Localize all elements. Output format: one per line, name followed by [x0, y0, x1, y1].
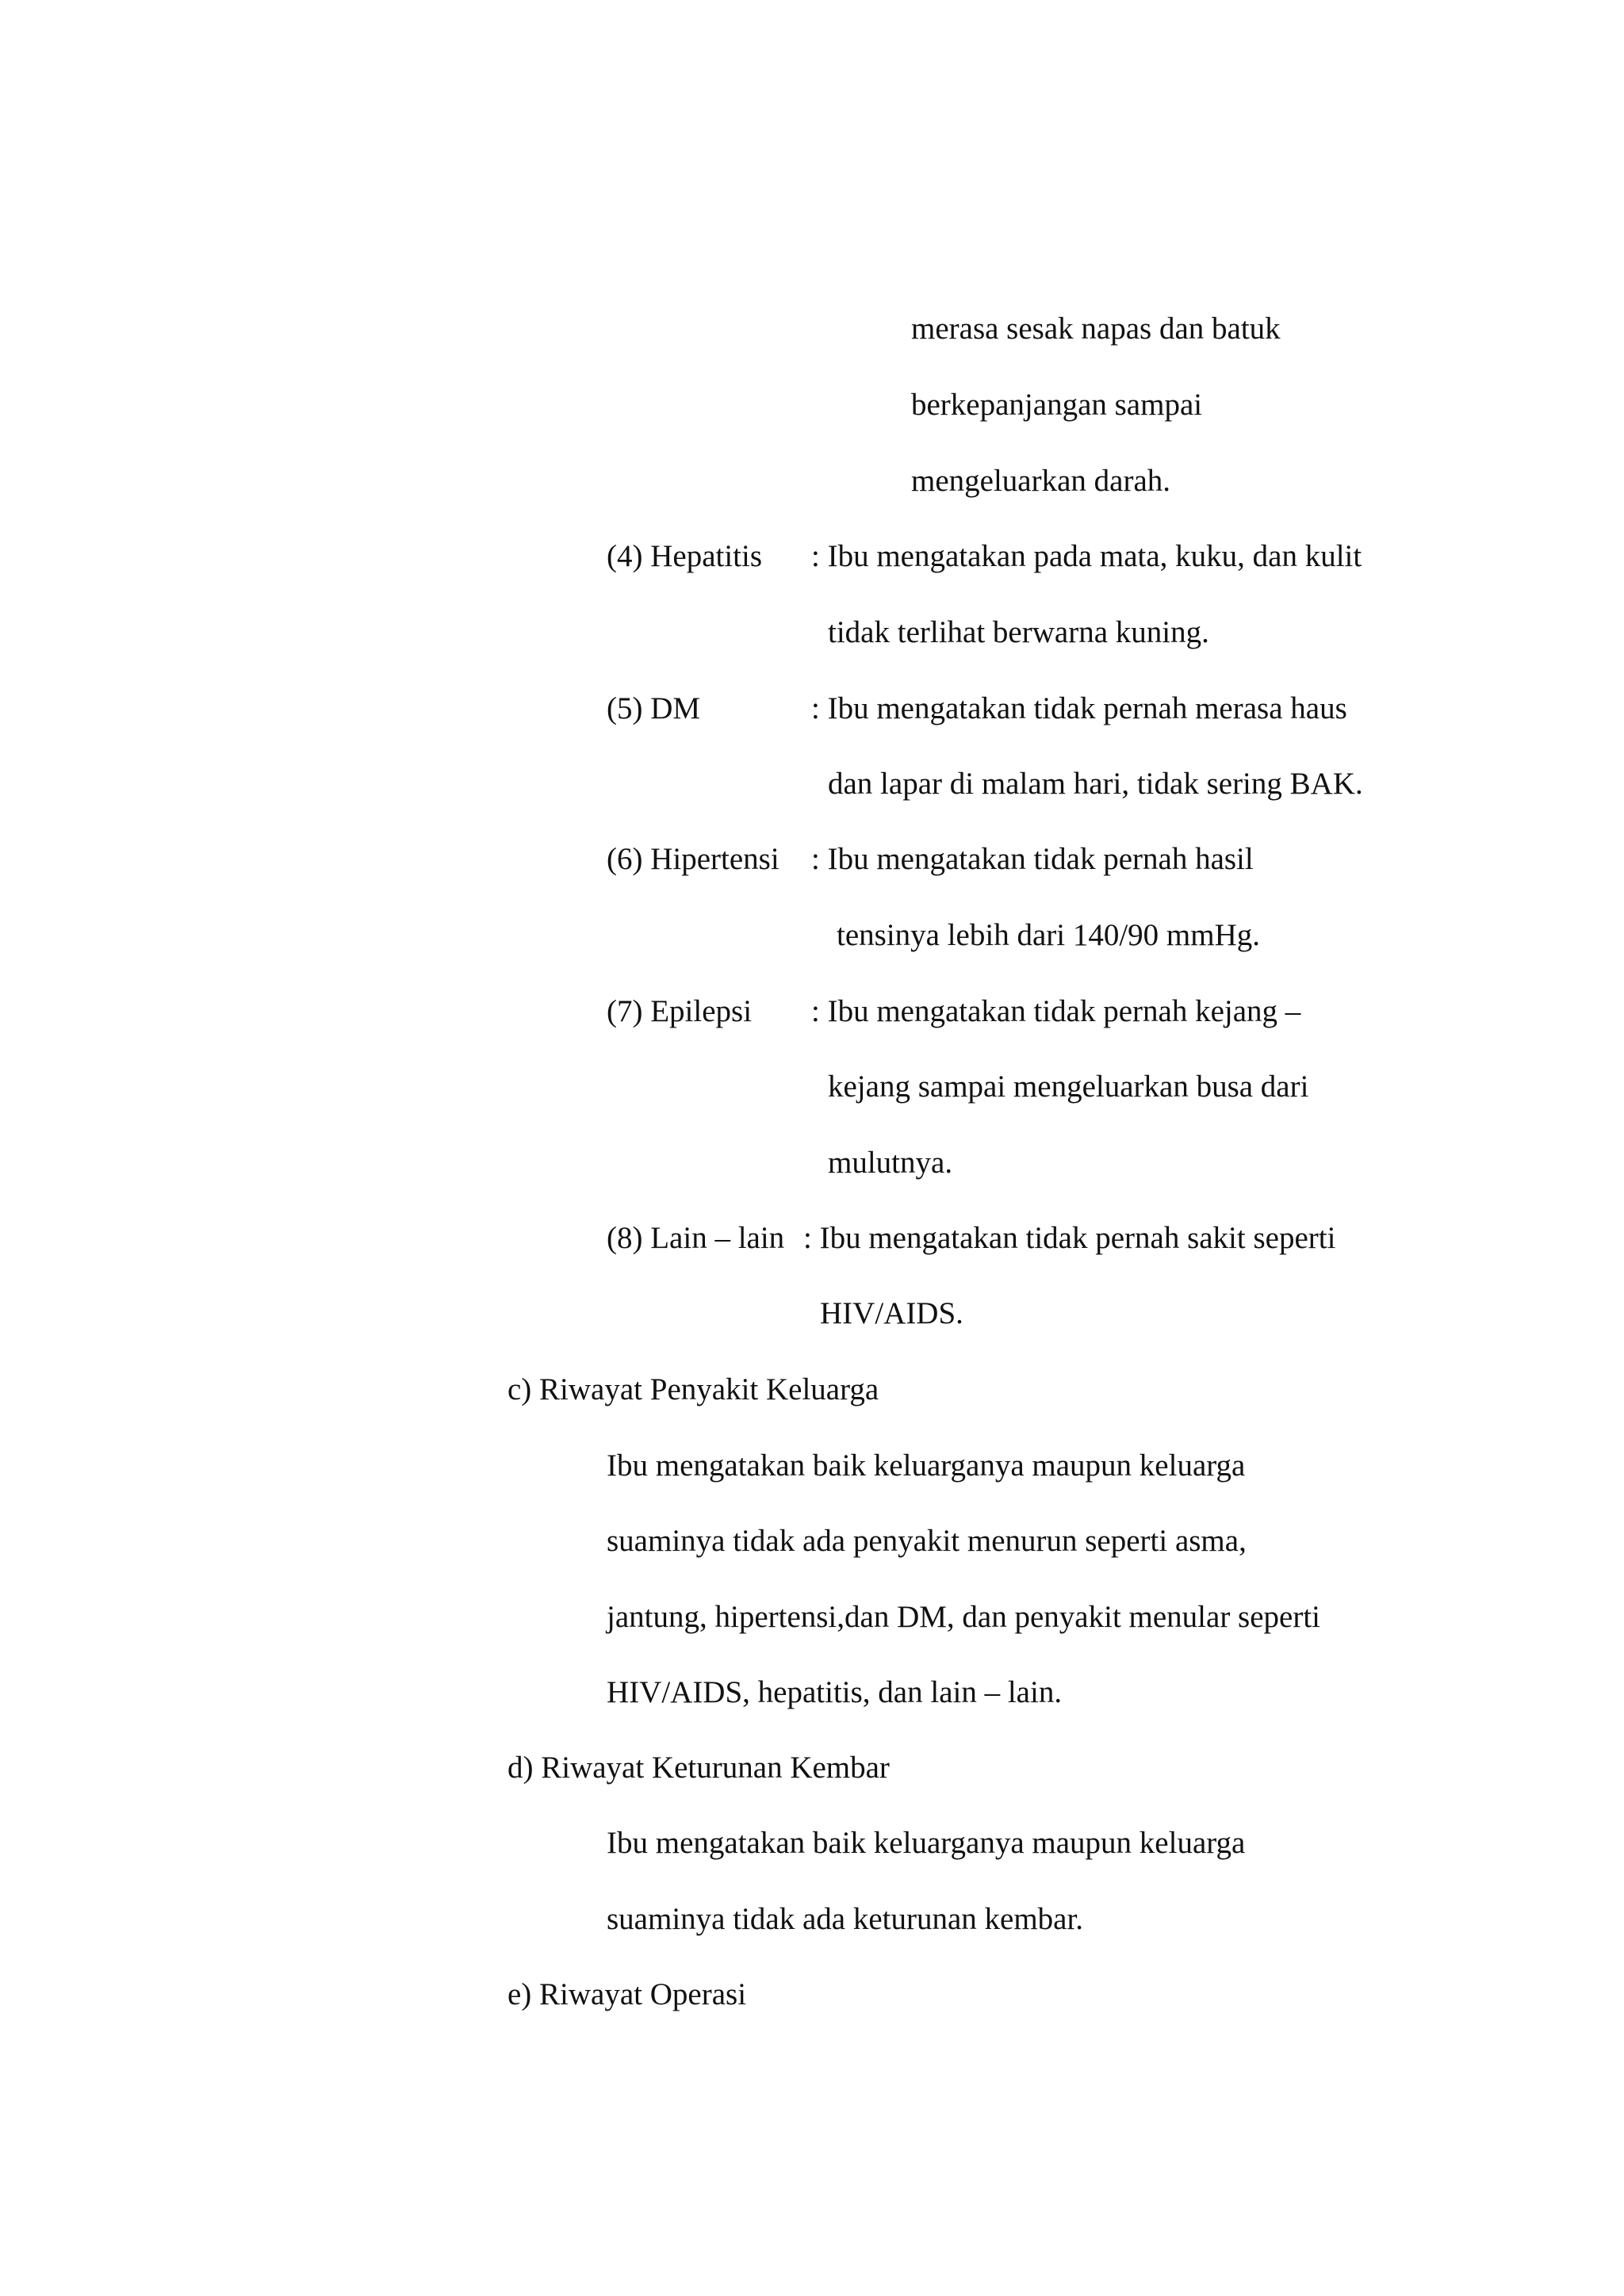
- item-label-hipertensi: (6) Hipertensi: [607, 842, 779, 876]
- continuation-line-2: berkepanjangan sampai: [911, 388, 1203, 422]
- item-lain-lain-line-2: HIV/AIDS.: [820, 1296, 963, 1330]
- section-heading-penyakit-keluarga: c) Riwayat Penyakit Keluarga: [508, 1372, 879, 1406]
- item-label-epilepsi: (7) Epilepsi: [607, 994, 753, 1028]
- item-hipertensi-line-2: tensinya lebih dari 140/90 mmHg.: [837, 918, 1261, 952]
- item-dm-line-2: dan lapar di malam hari, tidak sering BAK.: [828, 767, 1363, 801]
- section-keturunan-kembar-line-1: Ibu mengatakan baik keluarganya maupun keluarga: [607, 1826, 1246, 1860]
- section-penyakit-keluarga-line-4: HIV/AIDS, hepatitis, dan lain – lain.: [607, 1675, 1063, 1709]
- item-epilepsi-line-2: kejang sampai mengeluarkan busa dari: [828, 1070, 1309, 1104]
- item-hepatitis-line-2: tidak terlihat berwarna kuning.: [828, 615, 1209, 649]
- continuation-line-1: merasa sesak napas dan batuk: [911, 312, 1281, 346]
- item-label-hepatitis: (4) Hepatitis: [607, 539, 763, 573]
- item-dm-line-1: : Ibu mengatakan tidak pernah merasa haus: [811, 691, 1347, 725]
- section-heading-keturunan-kembar: d) Riwayat Keturunan Kembar: [508, 1751, 890, 1785]
- continuation-line-3: mengeluarkan darah.: [911, 464, 1171, 498]
- item-epilepsi-line-3: mulutnya.: [828, 1146, 953, 1180]
- section-keturunan-kembar-line-2: suaminya tidak ada keturunan kembar.: [607, 1902, 1084, 1936]
- section-penyakit-keluarga-line-3: jantung, hipertensi,dan DM, dan penyakit menular seperti: [607, 1600, 1321, 1634]
- item-epilepsi-line-1: : Ibu mengatakan tidak pernah kejang –: [811, 994, 1301, 1028]
- section-heading-operasi: e) Riwayat Operasi: [508, 1977, 747, 2011]
- item-hipertensi-line-1: : Ibu mengatakan tidak pernah hasil: [811, 842, 1254, 876]
- item-hepatitis-line-1: : Ibu mengatakan pada mata, kuku, dan kulit: [811, 539, 1362, 573]
- item-label-lain-lain: (8) Lain – lain: [607, 1221, 785, 1255]
- item-label-dm: (5) DM: [607, 691, 701, 725]
- section-penyakit-keluarga-line-1: Ibu mengatakan baik keluarganya maupun keluarga: [607, 1448, 1246, 1483]
- item-lain-lain-line-1: : Ibu mengatakan tidak pernah sakit seperti: [803, 1221, 1336, 1255]
- section-penyakit-keluarga-line-2: suaminya tidak ada penyakit menurun seperti asma,: [607, 1524, 1247, 1558]
